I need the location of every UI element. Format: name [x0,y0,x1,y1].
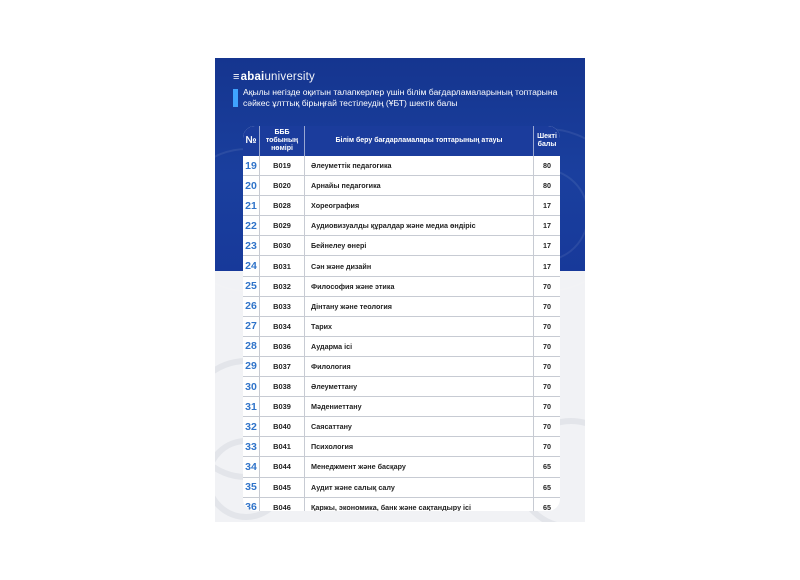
table-row [243,196,560,216]
row-score: 70 [534,296,561,316]
row-code: B045 [260,477,305,497]
row-number: 21 [243,196,260,216]
column-header-number: № [243,126,260,156]
row-program-name: Бейнелеу өнері [305,236,534,256]
row-score: 70 [534,377,561,397]
row-score: 17 [534,236,561,256]
table-row [243,417,560,437]
table-row [243,236,560,256]
row-score: 65 [534,477,561,497]
logo-wordmark-bold: abai [240,71,265,83]
row-number: 28 [243,336,260,356]
row-score: 70 [534,437,561,457]
row-score: 70 [534,336,561,356]
table-row [243,296,560,316]
row-score: 17 [534,196,561,216]
row-score: 17 [534,256,561,276]
table-row [243,397,560,417]
table-row [243,316,560,336]
table-row [243,377,560,397]
column-header-code: БББ тобының нөмірі [260,126,305,156]
row-program-name: Филология [305,356,534,376]
table-row [243,356,560,376]
table-row [243,216,560,236]
row-program-name: Философия және этика [305,276,534,296]
table-row [243,457,560,477]
row-code: B039 [260,397,305,417]
row-program-name: Арнайы педагогика [305,176,534,196]
row-code: B033 [260,296,305,316]
row-number: 22 [243,216,260,236]
row-code: B036 [260,336,305,356]
row-code: B031 [260,256,305,276]
row-code: B038 [260,377,305,397]
row-program-name: Тарих [305,316,534,336]
row-code: B037 [260,356,305,376]
table-row [243,176,560,196]
row-number: 25 [243,276,260,296]
row-code: B032 [260,276,305,296]
scores-table [243,126,560,511]
poster [215,58,585,522]
row-number: 29 [243,356,260,376]
row-code: B028 [260,196,305,216]
row-number: 24 [243,256,260,276]
row-number: 33 [243,437,260,457]
row-program-name: Менеджмент және басқару [305,457,534,477]
row-score: 70 [534,397,561,417]
row-program-name: Дінтану және теология [305,296,534,316]
row-code: B040 [260,417,305,437]
row-number: 20 [243,176,260,196]
row-number: 26 [243,296,260,316]
brand-logo [233,71,315,83]
row-program-name: Психология [305,437,534,457]
row-number: 19 [243,156,260,176]
row-program-name: Аудит және салық салу [305,477,534,497]
row-program-name: Әлеуметтану [305,377,534,397]
row-score: 70 [534,356,561,376]
row-number: 27 [243,316,260,336]
row-score: 17 [534,216,561,236]
table-row [243,336,560,356]
row-number: 36 [243,497,260,511]
row-score: 70 [534,417,561,437]
row-score: 65 [534,497,561,511]
row-program-name: Хореография [305,196,534,216]
scores-table-card [243,126,560,511]
logo-wordmark-light: university [264,71,316,83]
row-number: 30 [243,377,260,397]
row-code: B020 [260,176,305,196]
row-program-name: Сән және дизайн [305,256,534,276]
table-row [243,156,560,176]
row-number: 34 [243,457,260,477]
column-header-score: Шекті балы [534,126,561,156]
row-score: 70 [534,316,561,336]
row-program-name: Аудиовизуалды құралдар және медиа өндіріс [305,216,534,236]
row-code: B029 [260,216,305,236]
row-number: 23 [243,236,260,256]
row-code: B041 [260,437,305,457]
row-score: 80 [534,176,561,196]
page-title: Ақылы негізде оқитын талапкерлер үшін білім бағдарламаларының топтарына сәйкес ұлттық бірыңғай тестілеудің (ҰБТ) шектік балы [243,87,558,108]
row-code: B046 [260,497,305,511]
row-program-name: Мәдениеттану [305,397,534,417]
logo-icon: ≡ [233,71,240,83]
row-code: B034 [260,316,305,336]
row-code: B019 [260,156,305,176]
headline-accent-bar [233,89,238,107]
row-number: 32 [243,417,260,437]
row-program-name: Аударма ісі [305,336,534,356]
row-score: 80 [534,156,561,176]
row-score: 70 [534,276,561,296]
table-row [243,437,560,457]
table-header-row [243,126,560,156]
row-code: B044 [260,457,305,477]
row-number: 35 [243,477,260,497]
row-number: 31 [243,397,260,417]
table-row [243,497,560,511]
row-program-name: Қаржы, экономика, банк және сақтандыру ісі [305,497,534,511]
row-code: B030 [260,236,305,256]
row-score: 65 [534,457,561,477]
table-row [243,477,560,497]
table-row [243,276,560,296]
column-header-name: Білім беру бағдарламалары топтарының атауы [305,126,534,156]
row-program-name: Әлеуметтік педагогика [305,156,534,176]
row-program-name: Саясаттану [305,417,534,437]
table-row [243,256,560,276]
